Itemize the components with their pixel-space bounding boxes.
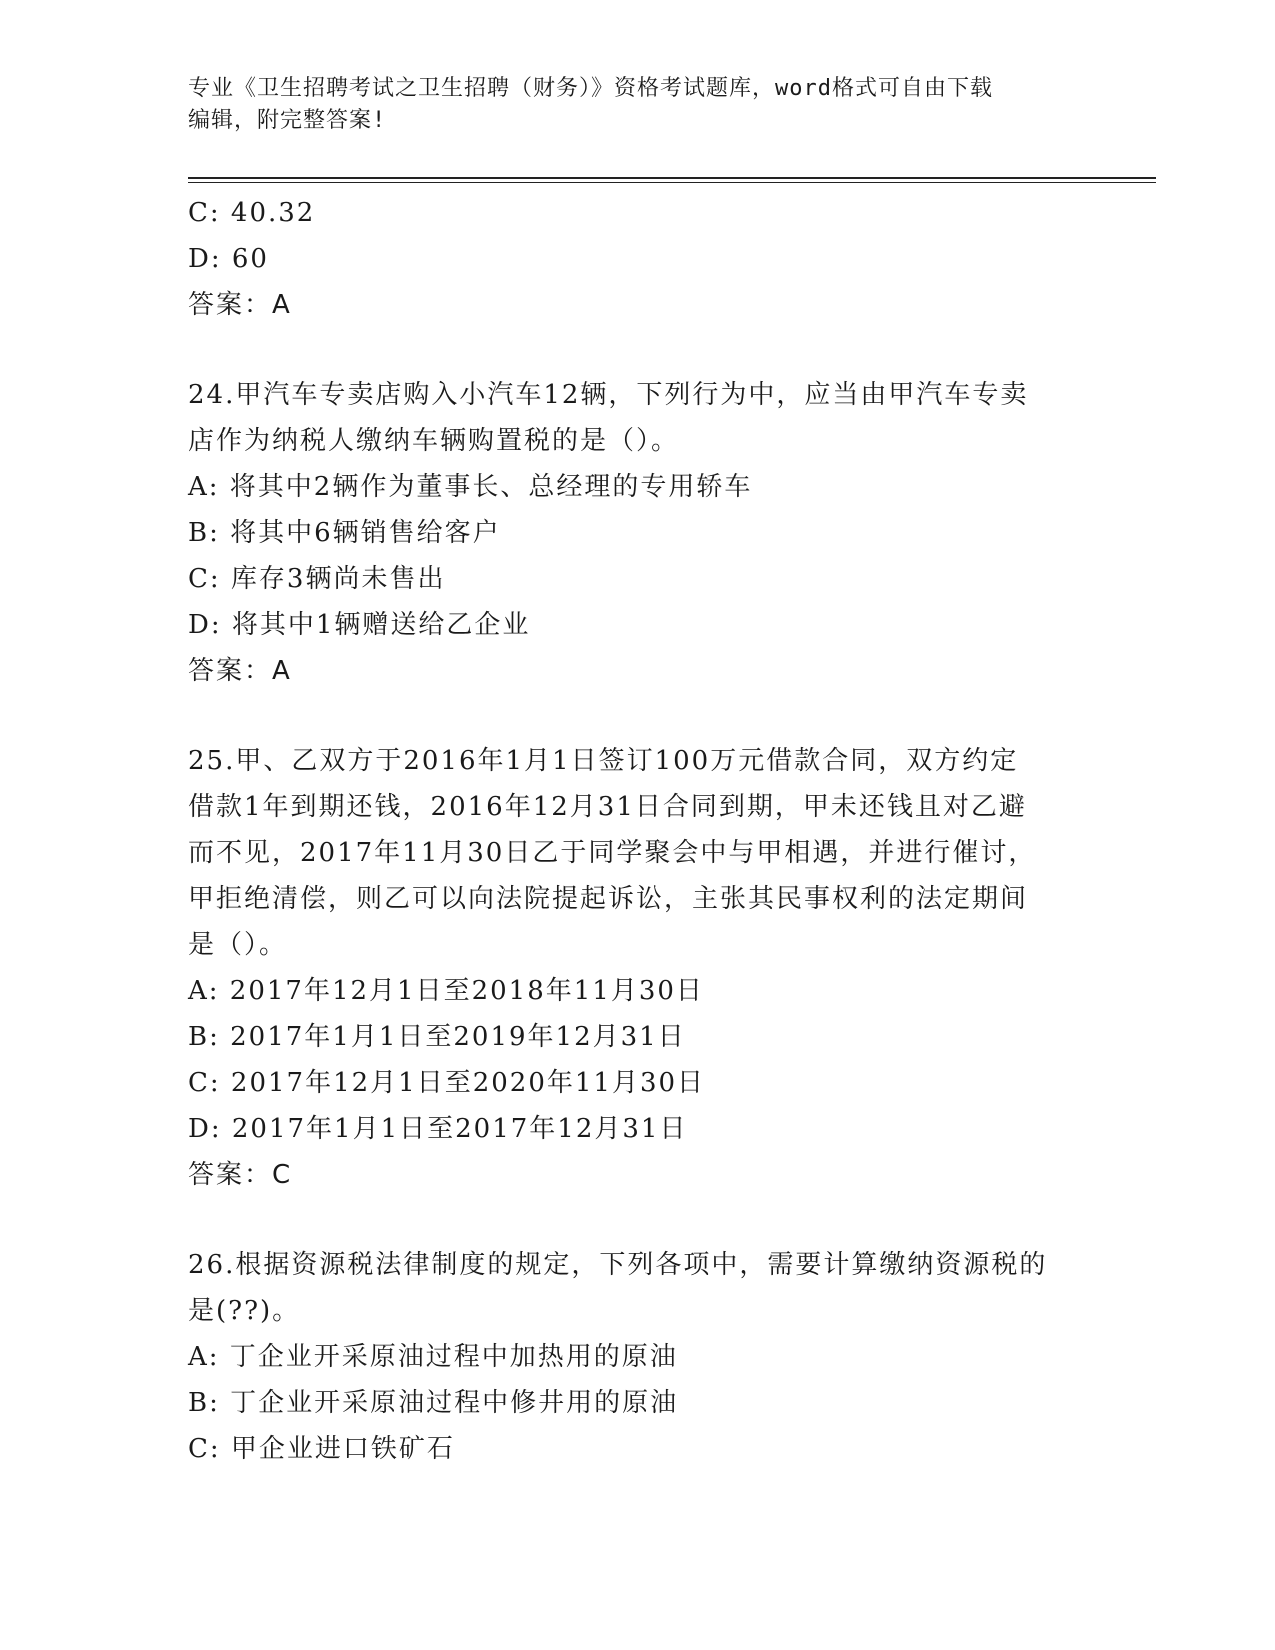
question-stem-line: 而不见，2017年11月30日乙于同学聚会中与甲相遇，并进行催讨， <box>188 838 1037 868</box>
question-26 <box>188 1242 1088 1472</box>
option-a: A: 丁企业开采原油过程中加热用的原油 <box>188 1342 678 1372</box>
question-stem-line: 借款1年到期还钱，2016年12月31日合同到期，甲未还钱且对乙避 <box>188 792 1027 822</box>
option-d: D: 将其中1辆赠送给乙企业 <box>188 610 531 640</box>
option-d: D: 60 <box>188 244 269 274</box>
option-a: A: 2017年12月1日至2018年11月30日 <box>188 976 704 1006</box>
header-divider-thick <box>188 177 1156 179</box>
option-b: B: 将其中6辆销售给客户 <box>188 518 501 548</box>
question-stem-line: 店作为纳税人缴纳车辆购置税的是（）。 <box>188 426 680 456</box>
answer-line: 答案：A <box>188 290 292 320</box>
spacer <box>188 1198 1088 1242</box>
option-c: C: 库存3辆尚未售出 <box>188 564 446 594</box>
header-divider-thin <box>188 182 1156 183</box>
option-d: D: 2017年1月1日至2017年12月31日 <box>188 1114 688 1144</box>
previous-question-tail <box>188 190 1088 328</box>
question-stem-line: 甲拒绝清偿，则乙可以向法院提起诉讼，主张其民事权利的法定期间 <box>188 884 1029 914</box>
spacer <box>188 328 1088 372</box>
option-a: A: 将其中2辆作为董事长、总经理的专用轿车 <box>188 472 753 502</box>
option-c: C: 40.32 <box>188 198 316 228</box>
answer-line: 答案：A <box>188 656 292 686</box>
answer-line: 答案：C <box>188 1160 293 1190</box>
option-c: C: 2017年12月1日至2020年11月30日 <box>188 1068 706 1098</box>
question-content <box>188 190 1088 1472</box>
question-stem-line: 24.甲汽车专卖店购入小汽车12辆，下列行为中，应当由甲汽车专卖 <box>188 380 1029 410</box>
option-c: C: 甲企业进口铁矿石 <box>188 1434 455 1464</box>
question-stem-line: 25.甲、乙双方于2016年1月1日签订100万元借款合同，双方约定 <box>188 746 1019 776</box>
option-b: B: 丁企业开采原油过程中修井用的原油 <box>188 1388 679 1418</box>
header-line-1: 专业《卫生招聘考试之卫生招聘（财务）》资格考试题库，word格式可自由下载 <box>188 76 993 101</box>
spacer <box>188 694 1088 738</box>
question-stem-line: 是（）。 <box>188 930 288 960</box>
question-24 <box>188 372 1088 694</box>
document-header <box>188 73 1088 137</box>
header-line-2: 编辑，附完整答案! <box>188 108 387 133</box>
question-stem-line: 是(??)。 <box>188 1296 301 1326</box>
question-stem-line: 26.根据资源税法律制度的规定，下列各项中，需要计算缴纳资源税的 <box>188 1250 1048 1280</box>
option-b: B: 2017年1月1日至2019年12月31日 <box>188 1022 686 1052</box>
question-25 <box>188 738 1088 1198</box>
